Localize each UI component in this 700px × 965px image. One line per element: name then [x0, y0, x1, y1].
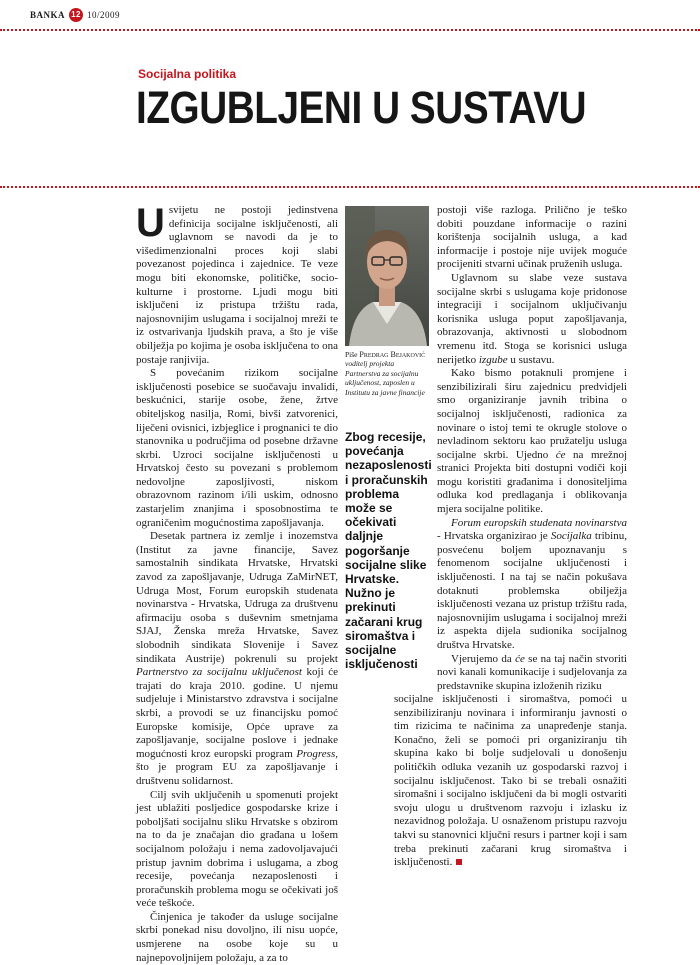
paragraph-3-text-c: koji će trajati do kraja 2010. godine. U njemu sudjeluje i Ministarstvo zdravstva i socijalne skrbi, a provodi se uz financijsku pomoć Europske komisije, Opće uprave za zapošljavanje, socijalne poslove i jednake mogućnosti kroz europski program [136, 666, 338, 760]
author-photo [345, 206, 429, 346]
author-caption [345, 350, 429, 397]
paragraph-5: Činjenica je također da usluge socijalne skrbi ponekad nisu dovoljno, ili nisu uopće, usmjerene na osobe koje su u najnepovoljnijem položaju, a za to [136, 910, 338, 964]
headline-dotted-rule [0, 186, 700, 188]
col3-paragraph-5-text-c: se na taj način stvoriti novi kanali komunikacije i sudjelovanja za predstavnike skupina izloženih riziku [437, 652, 627, 692]
program-name: Progress [296, 747, 336, 760]
section-label: Socijalna politika [138, 67, 237, 81]
col3-paragraph-5 [437, 653, 627, 694]
closing-paragraph-text: socijalne isključenosti i siromaštva, pomoći u senzibiliziranju novinara i informiranju javnosti o tim rizicima te načinima za unapređenje stanja. Konačno, želi se pomoći pri organiziranju tih skupina kako bi bolje sudjelovali u donošenju političkih odluka vezanih uz gospodarski razvoj i socijalnu isključenost. Tako bi se trebali osnažiti siromašni i socijalno isključeni da bi mogli ostvariti svoju ulogu u društvenom razvoju i izlasku iz nezavidnog položaja. U osnaženom pristupu razvoju takvi su stanovnici ključni resurs i partner koji i sam treba prekinuti začarani krug siromaštva i isključenosti. [394, 693, 627, 869]
closing-paragraph [394, 693, 627, 870]
col3-paragraph-2-text-a: Uglavnom su slabe veze sustava socijalne skrbi s uslugama koje pridonose integraciji i socijalnom uključivanju korisnika usluga poput zapošljavanja, obrazovanja, aktivnosti u slobodnom vremenu itd. Stoga se korisnici usluga nerijetko [437, 271, 627, 366]
col3-paragraph-3 [437, 367, 627, 517]
project-name: Partnerstvo za socijalnu uključenost [136, 666, 302, 679]
magazine-name: BANKA [30, 10, 66, 20]
article-headline: IZGUBLJENI U SUSTAVU [136, 82, 587, 133]
pull-quote: Zbog recesije, povećanja nezaposlenosti i proračunskih problema može se očekivati daljnje pogoršanje socijalne slike Hrvatske. Nužno je prekinuti začarani krug siromaštva i socijalne isključenosti [345, 430, 432, 672]
col3-paragraph-1: postoji više razloga. Prilično je teško dobiti pouzdane informacije o razini korištenja socijalnih usluga, a kad informacije i postoje nije uvijek moguće procijeniti stvarni učinak pruženih usluga. [437, 204, 627, 271]
page-number-badge: 12 [69, 8, 83, 22]
italic-word-ce: će [555, 448, 566, 461]
paragraph-2: S povećanim rizikom socijalne isključenosti posebice se suočavaju invalidi, beskućnici, starije osobe, žene, žrtve obiteljskog nasilja, Romi, bivši zatvorenici, liječeni ovisnici, izbjeglice i prognanici te dio stanovnika u područjima od posebne državne skrbi. Uzroci socijalne isključenosti u Hrvatskoj često su povezani s problemom nedovoljne zaposljivosti, niskom obrazovnom razinom i/ili uskim, odnosno zastarjelim znanjima i sposobnostima te ograničenim mogućnostima zapošljavanja. [136, 367, 338, 529]
issue-date: 10/2009 [87, 10, 121, 20]
column-3 [437, 204, 627, 693]
italic-word-ce-2: će [515, 652, 525, 665]
socijalka-name: Socijalka [550, 530, 592, 543]
col3-paragraph-4-text-b: - Hrvatska organizirao je [437, 530, 551, 543]
paragraph-3 [136, 530, 338, 788]
italic-word-izgube: izgube [478, 353, 508, 366]
col3-paragraph-2 [437, 272, 627, 367]
paragraph-3-text-e: , što je program EU za zapošljavanje i društvenu solidarnost. [136, 747, 338, 787]
col3-paragraph-2-text-c: u sustavu. [507, 353, 555, 366]
column-1 [136, 201, 338, 965]
author-prefix: Piše [345, 350, 358, 359]
col3-paragraph-4-text-d: tribinu, posvećenu boljem upoznavanju s fenomenom socijalne uključenosti i isključenosti. I na taj se način pokušava dotaknuti problemska obilježja isključenosti vezana uz pristup tržištu rada, najosnovnijim uslugama i socijalnoj mreži iz aspekta dijela sudionika socijalnog društva Hrvatske. [437, 530, 627, 651]
wide-column [394, 693, 627, 870]
end-mark-icon [456, 859, 462, 865]
drop-cap: U [136, 201, 165, 245]
author-portrait [345, 206, 429, 346]
paragraph-3-text-a: Desetak partnera iz zemlje i inozemstva (Institut za javne financije, Savez samostalnih sindikata Hrvatske, Hrvatski zavod za zapošljavanje, Udruga ZaMirNET, Udruga Most, Forum europskih studenata novinarstva - Hrvatska, Udruga za društvenu afirmaciju osoba s duševnim smetnjama SJAJ, Ženska mreža Hrvatske, Savez slobodnih sindikata Slovenije i Savez sindikata Austrije) pokrenuli su projekt [136, 530, 338, 665]
author-name: Predrag Bejaković [359, 350, 426, 359]
col3-paragraph-3-text-c: na mrežnoj stranici Projekta biti dostupni vodiči koji mogu koristiti građanima i donositeljima odluka kod predlaganja i oblikovanja mjera socijalne politike. [437, 448, 627, 516]
paragraph-1-text: svijetu ne postoji jedinstvena definicija socijalne isključenosti, ali uglavnom se navodi da je to višedimenzionalni proces koji slabi povezanost pojedinca i zajednice. Te veze mogu biti ekonomske, političke, socio-kulturne i prostorne. Ljudi mogu biti isključeni iz pristupa tržištu rada, najosnovnijim uslugama i socijalnoj mreži te iz ostvarivanja ljudskih prava, a što je više obilježja po kojima je osoba isključena to ona postaje ranjivija. [136, 204, 338, 366]
paragraph-4: Cilj svih uključenih u spomenuti projekt jest ublažiti posljedice gospodarske krize i poboljšati socijalnu sliku Hrvatske s obzirom na to da je značajan dio građana u lošem socijalnom položaju i nema zadovoljavajući pristup javnim dobrima i uslugama, a zbog recesije, povećanja nezaposlenosti i proračunskih problema mogu se očekivati još veće teškoće. [136, 788, 338, 910]
col3-paragraph-4 [437, 517, 627, 653]
forum-name: Forum europskih studenata novinarstva [451, 516, 627, 529]
paragraph-1 [136, 201, 338, 367]
col3-paragraph-5-text-a: Vjerujemo da [451, 652, 516, 665]
top-dotted-rule [0, 29, 700, 31]
page-header [30, 8, 120, 22]
author-role: voditelj projekta Partnerstva za socijalnu uključenost, zaposlen u Institutu za javne financije [345, 359, 425, 397]
col3-paragraph-3-text-a: Kako bismo potaknuli promjene i senzibilizirali širu zajednicu predvidjeli smo organiziranje javnih tribina o socijalnoj isključenosti, radionica za novinare o istoj temi te okrugle stolove o nevladinom sektoru kao pružatelju usluga socijalne skrbi. Ujedno [437, 367, 627, 461]
